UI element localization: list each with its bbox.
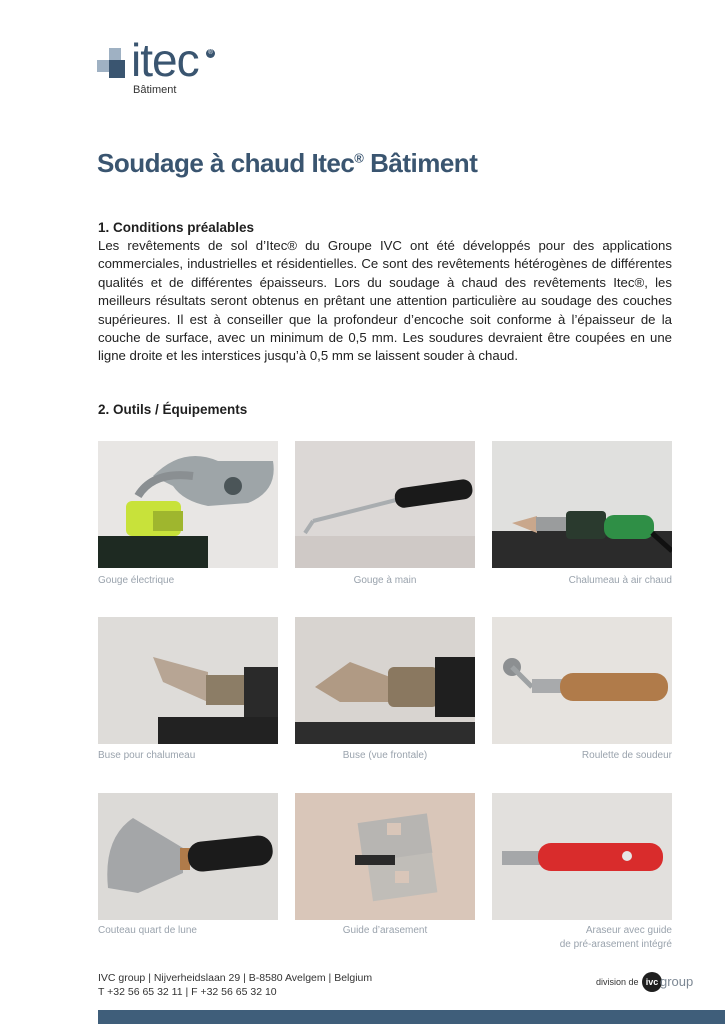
caption-trimmer-line1: Araseur avec guide: [585, 925, 672, 936]
caption-trim-guide: Guide d’arasement: [342, 925, 428, 936]
ivc-mark-icon: ivc: [642, 972, 662, 992]
caption-torch-nozzle: Buse pour chalumeau: [98, 750, 196, 761]
page-title: [97, 148, 477, 179]
photo-nozzle-front: [295, 617, 475, 744]
caption-welding-roller: Roulette de soudeur: [581, 750, 672, 761]
photo-electric-gouge: [98, 441, 278, 568]
footer-address: [98, 971, 372, 999]
photo-trim-guide: [295, 793, 475, 920]
caption-trimmer-line2: de pré-arasement intégré: [559, 939, 672, 950]
caption-electric-gouge: Gouge électrique: [98, 575, 175, 586]
group-word: group: [660, 974, 694, 989]
title-tail: Bâtiment: [363, 148, 478, 178]
title-reg: ®: [354, 150, 364, 166]
photo-quarter-moon-knife: [98, 793, 278, 920]
section-1-heading: 1. Conditions préalables: [98, 220, 255, 235]
section-1-body: Les revêtements de sol d’Itec® du Groupe IVC ont été développés pour des applications commerciales, industrielles et résidentielles. Ce sont des revêtements hétérogènes de différentes qualités et de différentes épaisseurs. Lors du soudage à chaud des revêtements Itec®, les meilleurs résultats seront obtenus en prêtant une attention particulière au soudage des couches supérieures. Il est à conseiller que la profondeur d’encoche soit conforme à l’épaisseur de la couche de surface, avec un minimum de 0,5 mm. Les soudures devraient être coupées en une ligne droite et les interstices jusqu’à 0,5 mm se laissent souder à chaud.: [98, 238, 672, 364]
logo-wordmark: itec: [131, 34, 199, 86]
title-main: Soudage à chaud Itec: [97, 148, 355, 178]
footer-address-line1: IVC group | Nijverheidslaan 29 | B-8580 Avelgem | Belgium: [98, 972, 373, 984]
photo-welding-roller: [492, 617, 672, 744]
footer-address-line2: T +32 56 65 32 11 | F +32 56 65 32 10: [98, 986, 277, 998]
itec-logo: [97, 34, 227, 100]
footer-bar: [98, 1010, 725, 1024]
photo-torch-nozzle: [98, 617, 278, 744]
photo-hot-air-torch: [492, 441, 672, 568]
section-2-heading: 2. Outils / Équipements: [98, 402, 248, 417]
photo-trimmer-with-guide: [492, 793, 672, 920]
caption-hot-air-torch: Chalumeau à air chaud: [568, 575, 672, 586]
caption-quarter-moon-knife: Couteau quart de lune: [98, 925, 197, 936]
ivc-group-logo: [596, 972, 696, 994]
division-label: division de: [596, 977, 639, 987]
logo-squares-icon: [97, 48, 129, 80]
logo-subtitle: Bâtiment: [133, 84, 177, 96]
caption-hand-gouge: Gouge à main: [353, 575, 417, 586]
caption-nozzle-front: Buse (vue frontale): [342, 750, 428, 761]
photo-hand-gouge: [295, 441, 475, 568]
logo-registered-mark: ®: [206, 49, 215, 58]
